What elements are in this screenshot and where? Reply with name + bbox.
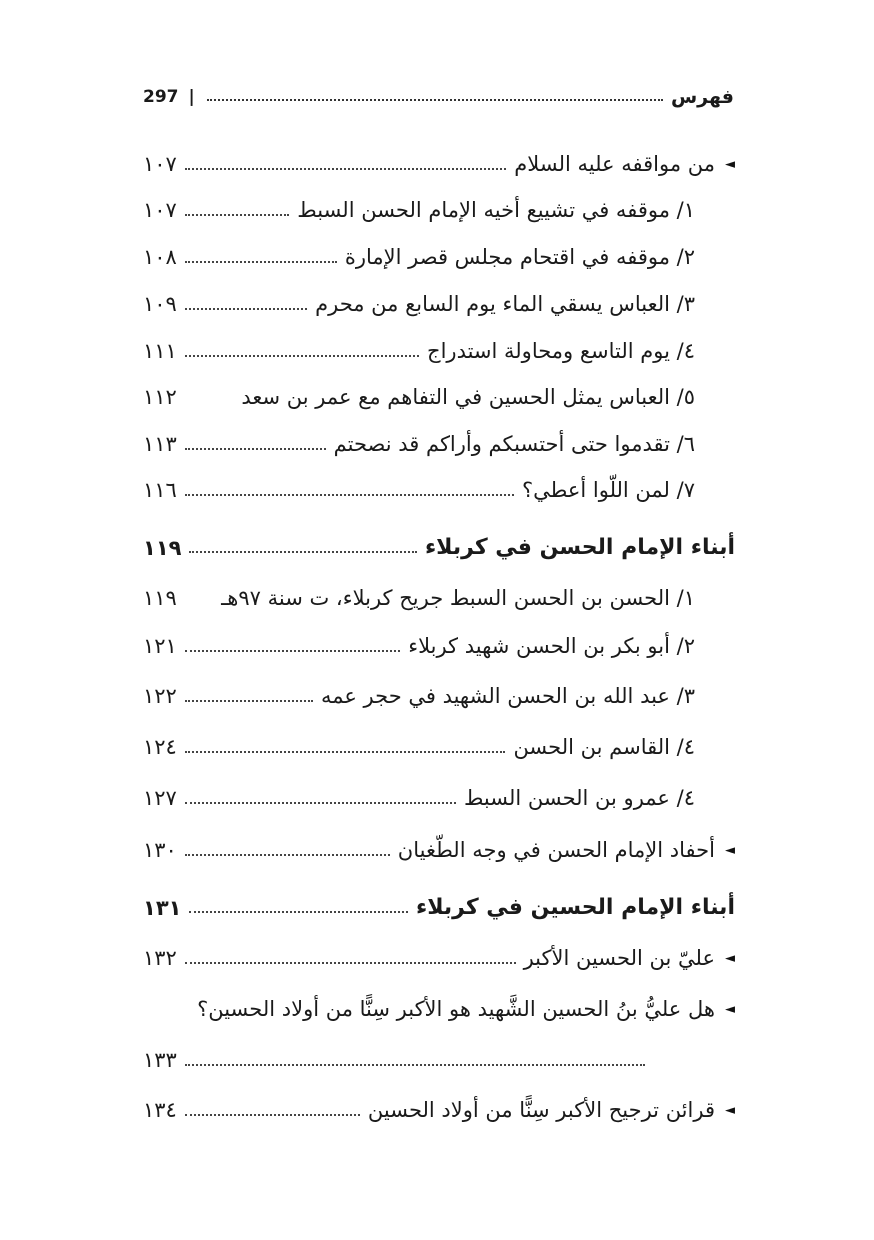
toc-entry-page: ١٣٣ [143,1048,177,1072]
toc-entry-title: ٤/ القاسم بن الحسن [513,735,695,759]
toc-entry[interactable] [143,152,735,177]
toc-entry-title: أحفاد الإمام الحسن في وجه الطّغيان [397,838,715,862]
leader-dots [185,650,400,652]
toc-entry[interactable] [143,1098,735,1123]
toc-entry-title: ٦/ تقدموا حتى أحتسبكم وأراكم قد نصحتم [333,432,695,456]
leader-dots [185,700,313,702]
toc-entry-page: ١٣٢ [143,946,177,970]
toc-entry-page: ١١١ [143,339,177,363]
header-separator: | [188,87,195,107]
toc-entry-title: ١/ الحسن بن الحسن السبط جريح كربلاء، ت سنة ٩٧هـ [221,586,695,610]
toc-entry-continuation[interactable] [143,1048,653,1073]
toc-entry[interactable] [143,432,695,457]
toc-entry-page: ١٢٧ [143,786,177,810]
leader-dots [185,751,506,753]
toc-heading-title: أبناء الإمام الحسن في كربلاء [424,535,735,560]
toc-entry[interactable] [143,997,735,1022]
triangle-bullet-icon: ◄ [725,1001,735,1017]
toc-entry-title: ٤/ عمرو بن الحسن السبط [463,786,695,810]
toc-entry-title: ٣/ عبد الله بن الحسن الشهيد في حجر عمه [320,684,695,708]
toc-entry[interactable] [143,339,695,364]
toc-entry-page: ١٠٧ [143,198,177,222]
toc-entry[interactable] [143,245,695,270]
toc-heading-page: ١١٩ [143,535,182,560]
toc-entry-page: ١٣٠ [143,838,177,862]
toc-entry-page: ١٢١ [143,634,177,658]
toc-entry-title: ٣/ العباس يسقي الماء يوم السابع من محرم [315,292,695,316]
toc-entry-page: ١٠٨ [143,245,177,269]
triangle-bullet-icon: ◄ [725,156,735,172]
toc-entry[interactable] [143,684,695,709]
leader-dots [189,551,416,553]
toc-entry-title: قرائن ترجيح الأكبر سِنًّا من أولاد الحسين [367,1098,715,1122]
leader-dots [185,448,326,450]
toc-entry[interactable] [143,735,695,760]
triangle-bullet-icon: ◄ [725,1102,735,1118]
toc-entry-title: من مواقفه عليه السلام [514,152,715,176]
leader-dots [185,261,337,263]
leader-dots [185,308,307,310]
toc-entry-page: ١٠٧ [143,152,177,176]
leader-dots [185,494,514,496]
toc-entry-title: هل عليُّ بنُ الحسين الشَّهيد هو الأكبر سِنًّا من أولاد الحسين؟ [197,997,715,1021]
header-page-number: 297 [143,87,179,107]
leader-dots [185,1114,360,1116]
header-leader-dots [207,99,663,101]
triangle-bullet-icon: ◄ [725,842,735,858]
toc-entry-title: عليّ بن الحسين الأكبر [523,946,715,970]
toc-entry[interactable] [143,786,695,811]
toc-section-heading[interactable] [143,535,735,561]
leader-dots [185,854,390,856]
toc-entry-title: ٢/ أبو بكر بن الحسن شهيد كربلاء [408,634,695,658]
toc-entry-title: ٤/ يوم التاسع ومحاولة استدراج [427,339,695,363]
leader-dots [185,802,456,804]
toc-heading-page: ١٣١ [143,895,182,920]
toc-section-heading[interactable] [143,895,735,921]
leader-dots [185,214,289,216]
triangle-bullet-icon: ◄ [725,950,735,966]
leader-dots [185,962,516,964]
toc-entry-page: ١١٢ [143,385,177,409]
toc-entry[interactable] [143,838,735,863]
leader-dots [189,911,408,913]
leader-dots [185,1064,645,1066]
toc-entry-page: ١١٩ [143,586,177,610]
toc-entry[interactable] [143,946,735,971]
toc-entry-page: ١٢٤ [143,735,177,759]
toc-entry-page: ١١٣ [143,432,177,456]
toc-entry-title: ٥/ العباس يمثل الحسين في التفاهم مع عمر بن سعد [241,385,695,409]
toc-entry[interactable] [143,634,695,659]
toc-entry[interactable] [143,198,695,223]
running-header [143,84,734,110]
toc-entry-title: ١/ موقفه في تشييع أخيه الإمام الحسن السبط [297,198,695,222]
toc-entry-page: ١٠٩ [143,292,177,316]
toc-entry[interactable] [143,292,695,317]
toc-entry-page: ١١٦ [143,478,177,502]
toc-entry[interactable] [143,586,695,611]
toc-entry[interactable] [143,478,695,503]
toc-entry[interactable] [143,385,695,410]
header-title: فهرس [670,86,734,108]
toc-entry-page: ١٢٢ [143,684,177,708]
toc-entry-title: ٧/ لمن اللّوا أعطي؟ [521,478,695,502]
leader-dots [185,355,419,357]
toc-heading-title: أبناء الإمام الحسين في كربلاء [415,895,735,920]
leader-dots [185,168,506,170]
toc-entry-page: ١٣٤ [143,1098,177,1122]
toc-entry-title: ٢/ موقفه في اقتحام مجلس قصر الإمارة [344,245,695,269]
